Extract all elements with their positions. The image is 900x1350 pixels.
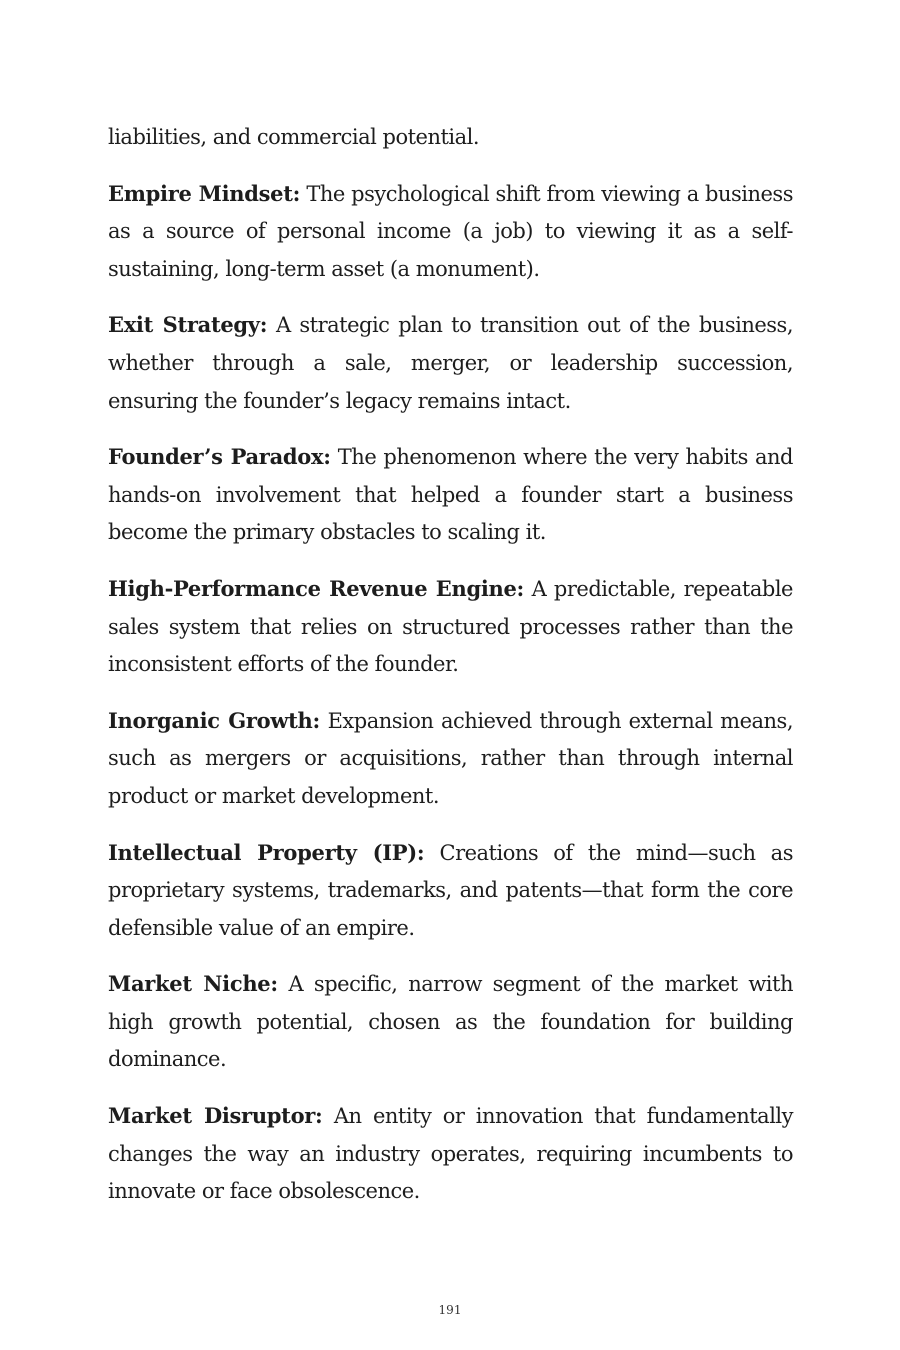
continued-definition: liabilities, and commercial potential.: [108, 125, 480, 149]
glossary-entry: [108, 834, 793, 948]
glossary-definition: The phenomenon where the very habits and hands-on involvement that helped a founder start a business become the primary obstacles to scaling it.: [108, 445, 793, 545]
glossary-definition: A predictable, repeatable sales system that relies on structured processes rather than the inconsistent efforts of the founder.: [108, 576, 793, 677]
glossary-definition: A specific, narrow segment of the market with high growth potential, chosen as the foundation for building dominance.: [108, 972, 793, 1072]
glossary-term: Exit Strategy:: [108, 312, 268, 338]
glossary-entry: [108, 175, 793, 289]
glossary-term: Inorganic Growth:: [108, 707, 320, 733]
glossary-term: Market Disruptor:: [108, 1103, 323, 1129]
glossary-content: [108, 119, 793, 1229]
glossary-definition: A strategic plan to transition out of the business, whether through a sale, merger, or leadership succession, ensuring the founder’s legacy remains intact.: [108, 313, 793, 413]
glossary-entry: [108, 1097, 793, 1211]
glossary-definition: Expansion achieved through external means, such as mergers or acquisitions, rather than through internal product or market development.: [108, 708, 793, 808]
page-number: 191: [438, 1303, 462, 1317]
glossary-entry: [108, 702, 793, 816]
glossary-term: High-Performance Revenue Engine:: [108, 575, 524, 601]
glossary-entry: [108, 306, 793, 420]
glossary-term: Intellectual Property (IP):: [108, 839, 425, 865]
glossary-entry: [108, 965, 793, 1079]
glossary-definition: An entity or innovation that fundamentally changes the way an industry operates, requiring incumbents to innovate or face obsolescence.: [108, 1104, 793, 1204]
glossary-entry: [108, 438, 793, 552]
glossary-term: Market Niche:: [108, 971, 278, 997]
glossary-definition: Creations of the mind—such as proprietary systems, trademarks, and patents—that form the core defensible value of an empire.: [108, 840, 793, 940]
glossary-term: Empire Mindset:: [108, 180, 301, 206]
glossary-entry: [108, 570, 793, 684]
glossary-definition: The psychological shift from viewing a business as a source of personal income (a job) to viewing it as a self-sustaining, long-term asset (a monument).: [108, 181, 793, 281]
glossary-term: Founder’s Paradox:: [108, 444, 331, 470]
